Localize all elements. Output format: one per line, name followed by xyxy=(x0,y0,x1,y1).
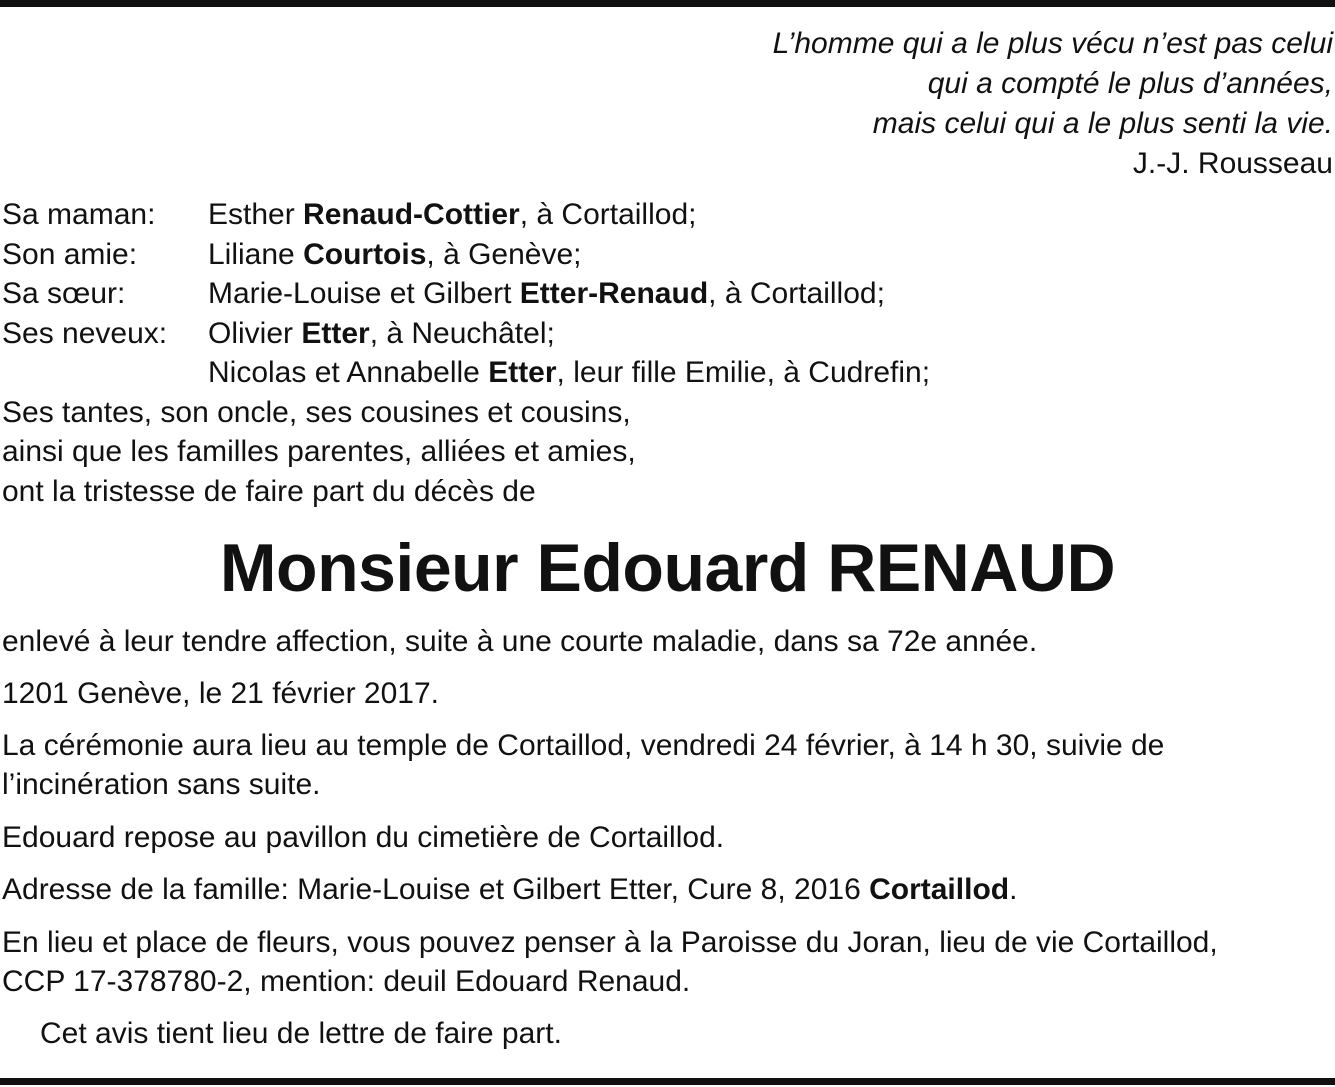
announcement-line: ainsi que les familles parentes, alliées et amies, xyxy=(2,435,636,468)
top-rule xyxy=(0,0,1335,7)
announcement-line: Ses tantes, son oncle, ses cousines et cousins, xyxy=(2,395,631,429)
relation-label: Sa maman: xyxy=(2,198,156,231)
relation-label: Son amie: xyxy=(2,237,138,271)
relative-name: Esther Renaud-Cottier, à Cortaillod; xyxy=(208,198,697,231)
relative-row xyxy=(2,235,1322,275)
deceased-name: Monsieur Edouard RENAUD xyxy=(219,530,1116,606)
relation-label: Sa sœur: xyxy=(2,277,126,310)
paragraph-affection: enlevé à leur tendre affection, suite à une courte maladie, dans sa 72e année. xyxy=(2,625,1038,658)
relative-name: Olivier Etter, à Neuchâtel; xyxy=(208,316,555,350)
relative-row xyxy=(2,195,1322,235)
quote-author: J.-J. Rousseau xyxy=(1132,147,1333,180)
paragraph-rest-place: Edouard repose au pavillon du cimetière de Cortaillod. xyxy=(2,821,725,854)
relative-name: Nicolas et Annabelle Etter, leur fille Emilie, à Cudrefin; xyxy=(208,356,931,389)
paragraph-donation: En lieu et place de fleurs, vous pouvez penser à la Paroisse du Joran, lieu de vie Cortaillod, CCP 17-378780-2, mention: deuil Edouard Renaud. xyxy=(2,926,1218,998)
paragraph-ceremony: La cérémonie aura lieu au temple de Cortaillod, vendredi 24 février, à 14 h 30, suivie de l’incinération sans suite. xyxy=(2,729,1165,801)
relatives-list xyxy=(2,195,1322,511)
quote-line: qui a compté le plus d’années, xyxy=(927,67,1333,100)
bottom-rule xyxy=(0,1078,1335,1085)
quote-line: L’homme qui a le plus vécu n’est pas celui xyxy=(772,27,1333,60)
epigraph-quote xyxy=(333,24,1333,184)
relative-name: Marie-Louise et Gilbert Etter-Renaud, à Cortaillod; xyxy=(208,277,885,310)
relative-name: Liliane Courtois, à Genève; xyxy=(208,237,582,271)
relative-row xyxy=(2,274,1322,314)
paragraph-family-address: Adresse de la famille: Marie-Louise et Gilbert Etter, Cure 8, 2016 Cortaillod. xyxy=(2,873,1018,906)
relative-row xyxy=(2,353,1322,393)
quote-line: mais celui qui a le plus senti la vie. xyxy=(872,107,1333,140)
paragraph-closing: Cet avis tient lieu de lettre de faire part. xyxy=(40,1017,562,1050)
relation-label: Ses neveux: xyxy=(2,316,168,350)
relative-row xyxy=(2,314,1322,354)
announcement-line: ont la tristesse de faire part du décès de xyxy=(2,474,536,508)
paragraph-date: 1201 Genève, le 21 février 2017. xyxy=(2,677,439,710)
